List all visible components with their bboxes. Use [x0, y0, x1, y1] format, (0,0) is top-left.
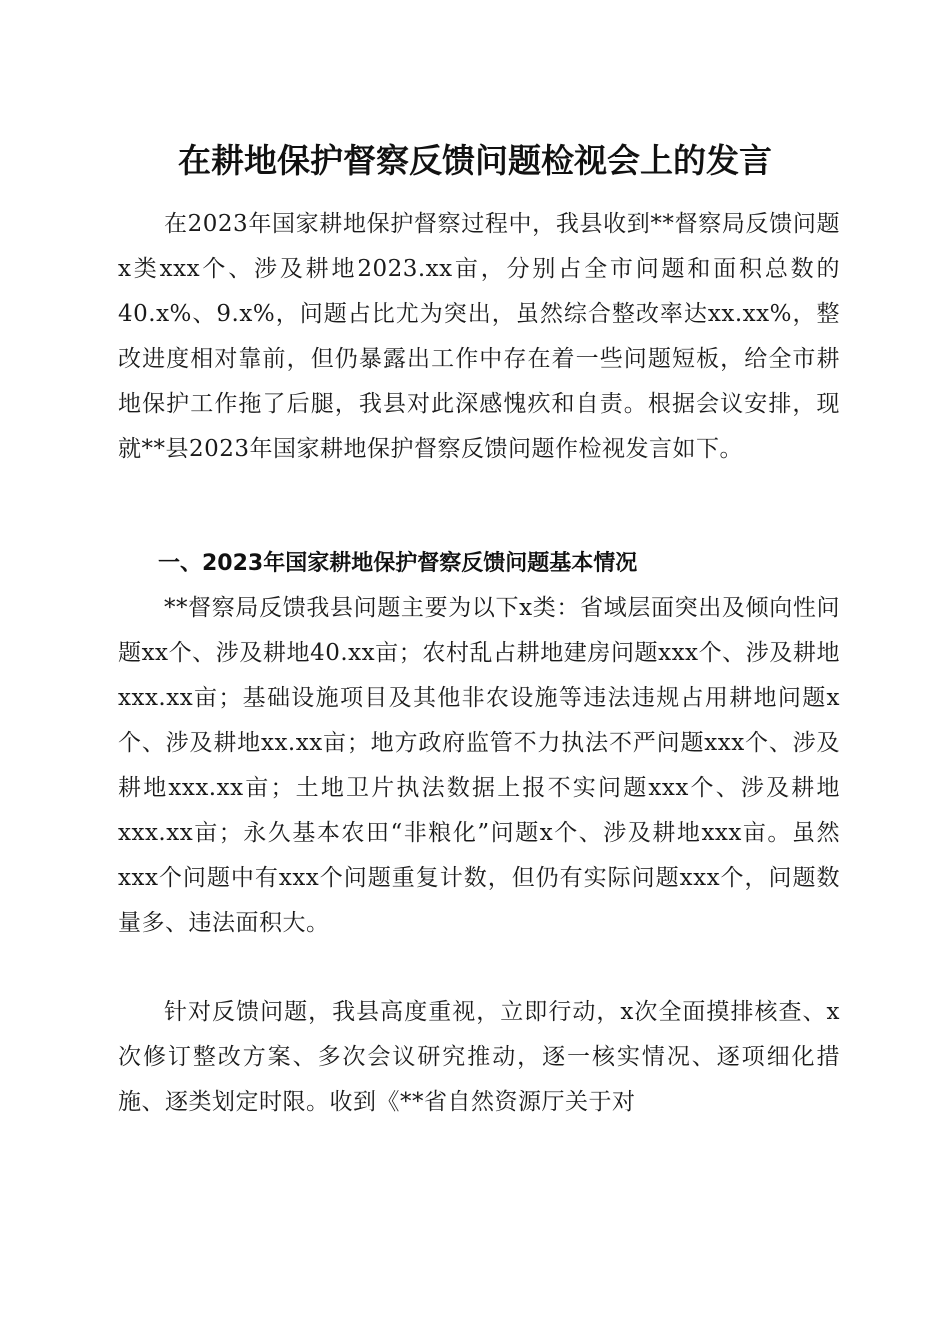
section-1-response-block [118, 990, 840, 1125]
section-1-heading: 一、2023年国家耕地保护督察反馈问题基本情况 [158, 551, 638, 576]
intro-paragraph-block [118, 202, 840, 472]
section-1-body-paragraph: **督察局反馈我县问题主要为以下x类：省域层面突出及倾向性问题xx个、涉及耕地40.xx亩；农村乱占耕地建房问题xxx个、涉及耕地xxx.xx亩；基础设施项目及其他非农设施等违法违规占用耕地问题x个、涉及耕地xx.xx亩；地方政府监管不力执法不严问题xxx个、涉及耕地xxx.xx亩；土地卫片执法数据上报不实问题xxx个、涉及耕地xxx.xx亩；永久基本农田“非粮化”问题x个、涉及耕地xxx亩。虽然xxx个问题中有xxx个问题重复计数，但仍有实际问题xxx个，问题数量多、违法面积大。 [118, 595, 841, 936]
intro-paragraph: 在2023年国家耕地保护督察过程中，我县收到**督察局反馈问题x类xxx个、涉及耕地2023.xx亩，分别占全市问题和面积总数的40.x%、9.x%，问题占比尤为突出，虽然综合整改率达xx.xx%，整改进度相对靠前，但仍暴露出工作中存在着一些问题短板，给全市耕地保护工作拖了后腿，我县对此深感愧疚和自责。根据会议安排，现就**县2023年国家耕地保护督察反馈问题作检视发言如下。 [118, 211, 840, 462]
section-1-body-block [118, 586, 840, 946]
section-1-response-paragraph: 针对反馈问题，我县高度重视，立即行动，x次全面摸排核查、x次修订整改方案、多次会议研究推动，逐一核实情况、逐项细化措施、逐类划定时限。收到《**省自然资源厅关于对 [118, 999, 840, 1115]
document-title: 在耕地保护督察反馈问题检视会上的发言 [178, 141, 772, 180]
